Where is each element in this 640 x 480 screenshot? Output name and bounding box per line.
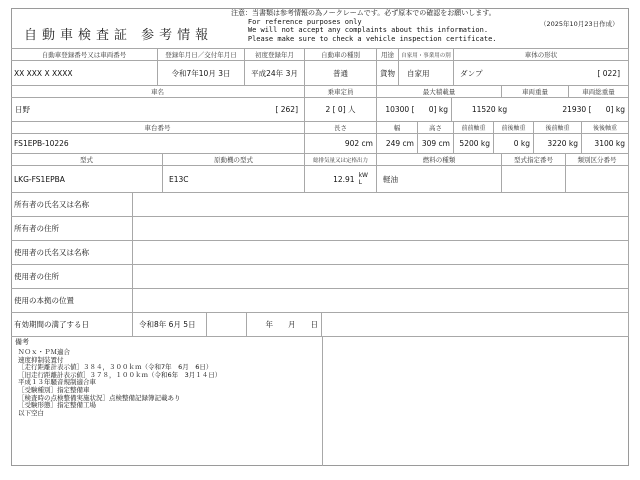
notice-label: 注意： xyxy=(231,9,252,17)
body-shape-cell xyxy=(454,61,629,86)
gross-weight-value: 21930 [ 0] kg xyxy=(527,98,629,122)
remarks-line: ［検査時の点検整備実施状況］点検整備記録簿記載あり xyxy=(18,393,181,402)
remarks-line: ［走行距離計表示値］３８４，３００ｋｍ（令和7年 6月 6日） xyxy=(18,363,213,372)
header-width: 幅 xyxy=(377,122,418,134)
header-front-front-axle: 前前軸重 xyxy=(454,122,494,134)
fuel-type-value: 軽油 xyxy=(377,166,502,193)
remarks-text xyxy=(18,349,221,417)
header-vehicle-type: 自動車の種別 xyxy=(305,49,377,61)
base-location-label: 使用の本拠の位置 xyxy=(11,289,133,313)
header-model: 型式 xyxy=(11,154,163,166)
private-business-value: 自家用 xyxy=(399,61,454,86)
usage-value: 貨物 xyxy=(377,61,399,86)
category-number-value xyxy=(566,166,629,193)
header-gross-weight: 車両総重量 xyxy=(569,86,629,98)
owner-address-value xyxy=(133,217,629,241)
owner-address-label: 所有者の住所 xyxy=(11,217,133,241)
header-model-designation: 型式指定番号 xyxy=(502,154,566,166)
user-name-label: 使用者の氏名又は名称 xyxy=(11,241,133,265)
rear-rear-axle-value: 3100 kg xyxy=(582,134,629,154)
expiry-extra xyxy=(322,313,629,337)
header-vehicle-name: 車名 xyxy=(11,86,305,98)
header-displacement: 総排気量又は定格出力 xyxy=(305,154,377,166)
front-rear-axle-value: 0 kg xyxy=(494,134,534,154)
header-chassis-number: 車台番号 xyxy=(11,122,305,134)
header-length: 長さ xyxy=(305,122,377,134)
registration-date-value: 令和7年10月 3日 xyxy=(158,61,245,86)
page-title: 自動車検査証 参考情報 xyxy=(24,28,214,43)
header-rear-front-axle: 後前軸重 xyxy=(534,122,582,134)
vehicle-name-code: [ 262] xyxy=(275,105,298,114)
rear-front-axle-value: 3220 kg xyxy=(534,134,582,154)
remarks-line: ［受験種別］指定整備車 xyxy=(18,385,90,394)
user-address-value xyxy=(133,265,629,289)
header-engine-model: 原動機の型式 xyxy=(163,154,305,166)
height-value: 309 cm xyxy=(418,134,454,154)
vehicle-name-value: 日野 xyxy=(15,105,30,114)
header-registration-number: 自動車登録番号又は車両番号 xyxy=(11,49,158,61)
front-front-axle-value: 5200 kg xyxy=(454,134,494,154)
displacement-value: 12.91 xyxy=(333,174,355,184)
body-shape-code: [ 022] xyxy=(597,68,620,78)
remarks-divider xyxy=(322,337,323,466)
engine-model-value: E13C xyxy=(163,166,305,193)
header-max-load: 最大積載量 xyxy=(377,86,502,98)
header-vehicle-weight: 車両重量 xyxy=(502,86,569,98)
model-value: LKG-FS1EPBA xyxy=(11,166,163,193)
header-front-rear-axle: 前後軸重 xyxy=(494,122,534,134)
length-value: 902 cm xyxy=(305,134,377,154)
displacement-cell xyxy=(305,166,377,193)
vehicle-type-value: 普通 xyxy=(305,61,377,86)
remarks-line: ＮＯｘ・ＰＭ適合 xyxy=(18,348,70,356)
remarks-line: 以下空白 xyxy=(18,408,44,417)
chassis-number-value: FS1EPB-10226 xyxy=(11,134,305,154)
header-registration-date: 登録年月日／交付年月日 xyxy=(158,49,245,61)
notice-line-1: 当書類は参考情報の為ノークレームです。必ず原本での確認をお願いします。 xyxy=(252,9,496,17)
notice-line-3: We will not accept any complaints about this information. xyxy=(247,26,489,34)
displacement-unit-l: L xyxy=(358,179,362,186)
max-load-value: 10300 [ 0] kg xyxy=(377,98,452,122)
header-first-registration: 初度登録年月 xyxy=(245,49,305,61)
vehicle-weight-value: 11520 kg xyxy=(452,98,527,122)
header-body-shape: 車体の形状 xyxy=(454,49,629,61)
remarks-line: 速度抑制装置付 xyxy=(18,355,64,364)
header-capacity: 乗車定員 xyxy=(305,86,377,98)
owner-name-value xyxy=(133,193,629,217)
remarks-label: 備考 xyxy=(15,338,29,346)
remarks-line: ［受験形態］指定整備工場 xyxy=(18,401,96,410)
header-private-business: 自家用・事業用の別 xyxy=(399,49,454,61)
remarks-line: ［旧走行距離計表示値］３７８，１００ｋｍ（令和6年 3月１４日） xyxy=(18,370,222,379)
registration-number-value: XX XXX X XXXX xyxy=(11,61,158,86)
vehicle-name-cell xyxy=(11,98,305,122)
header-fuel-type: 燃料の種類 xyxy=(377,154,502,166)
header-category-number: 類別区分番号 xyxy=(566,154,629,166)
created-date: （2025年10月23日作成） xyxy=(540,20,619,28)
header-height: 高さ xyxy=(418,122,454,134)
body-shape-value: ダンプ xyxy=(460,68,483,78)
width-value: 249 cm xyxy=(377,134,418,154)
expiry-blank xyxy=(207,313,247,337)
owner-name-label: 所有者の氏名又は名称 xyxy=(11,193,133,217)
notice-line-4: Please make sure to check a vehicle inspection certificate. xyxy=(247,34,497,43)
displacement-unit-kw: kW xyxy=(358,172,368,179)
first-registration-value: 平成24年 3月 xyxy=(245,61,305,86)
notice-line-2: For reference purposes only xyxy=(247,17,362,26)
user-name-value xyxy=(133,241,629,265)
model-designation-value xyxy=(502,166,566,193)
capacity-value: 2 [ 0] 人 xyxy=(305,98,377,122)
header-rear-rear-axle: 後後軸重 xyxy=(582,122,629,134)
expiry-blank-date: 年 月 日 xyxy=(247,313,322,337)
remarks-line: 平成１３年騒音規制適合車 xyxy=(18,378,96,387)
user-address-label: 使用者の住所 xyxy=(11,265,133,289)
expiry-value: 令和8年 6月 5日 xyxy=(133,313,207,337)
base-location-value xyxy=(133,289,629,313)
header-usage: 用途 xyxy=(377,49,399,61)
displacement-unit xyxy=(359,172,368,186)
expiry-label: 有効期間の満了する日 xyxy=(11,313,133,337)
notice-block xyxy=(231,9,497,43)
